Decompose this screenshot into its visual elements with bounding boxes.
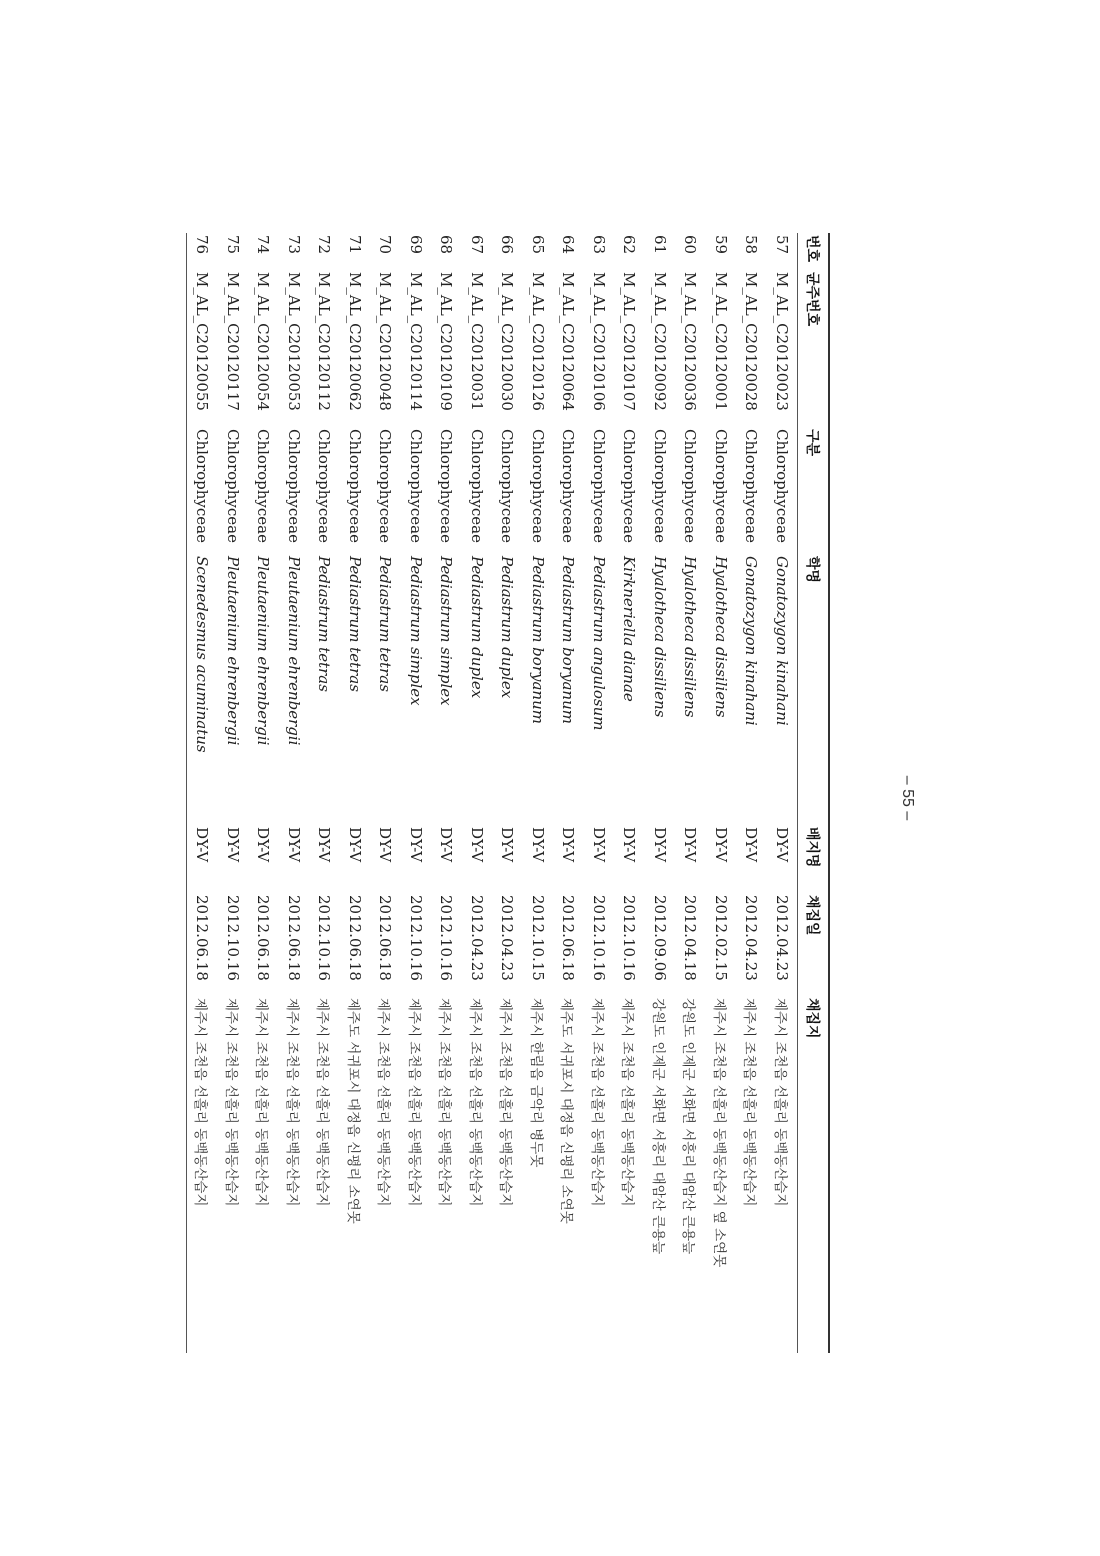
header-collection-site: 채집지 (804, 998, 820, 1039)
cell-scientific-name: Pediastrum tetras (376, 556, 395, 692)
cell-no: 74 (254, 235, 273, 255)
cell-collection-date: 2012.10.16 (437, 895, 456, 981)
cell-collection-date: 2012.04.18 (681, 895, 700, 981)
cell-medium: DY-V (315, 827, 334, 863)
cell-scientific-name: Pleutaenium ehrenbergii (223, 556, 242, 746)
cell-medium: DY-V (650, 827, 669, 863)
cell-class: Chlorophyceae (223, 429, 242, 544)
table-row (492, 233, 523, 1353)
table-row (736, 233, 767, 1353)
cell-no: 65 (528, 235, 547, 255)
cell-collection-date: 2012.04.23 (467, 895, 486, 981)
cell-collection-site: 제주시 조천읍 선흘리 동백동산습지 (405, 998, 422, 1207)
cell-no: 62 (620, 235, 639, 255)
cell-strain-id: M_AL_C20120092 (650, 272, 669, 411)
cell-collection-site: 제주도 서귀포시 대정읍 신평리 소연못 (558, 998, 575, 1224)
cell-class: Chlorophyceae (772, 429, 791, 544)
table-row (523, 233, 554, 1353)
cell-class: Chlorophyceae (742, 429, 761, 544)
cell-medium: DY-V (559, 827, 578, 863)
cell-collection-site: 제주도 서귀포시 대정읍 신평리 소연못 (344, 998, 361, 1224)
page-number: – 55 – (899, 775, 916, 821)
cell-scientific-name: Pediastrum angulosum (589, 556, 608, 731)
cell-strain-id: M_AL_C20120106 (589, 272, 608, 411)
table-row (401, 233, 432, 1353)
cell-no: 69 (406, 235, 425, 255)
cell-medium: DY-V (620, 827, 639, 863)
cell-medium: DY-V (254, 827, 273, 863)
cell-medium: DY-V (376, 827, 395, 863)
cell-scientific-name: Pediastrum boryanum (559, 556, 578, 724)
cell-class: Chlorophyceae (711, 429, 730, 544)
cell-no: 75 (223, 235, 242, 255)
cell-scientific-name: Gonatozygon kinahani (772, 556, 791, 726)
cell-class: Chlorophyceae (467, 429, 486, 544)
cell-collection-site: 제주시 조천읍 선흘리 동백동산습지 (314, 998, 331, 1207)
cell-strain-id: M_AL_C20120053 (284, 272, 303, 411)
cell-no: 57 (772, 235, 791, 255)
cell-collection-date: 2012.10.16 (406, 895, 425, 981)
strain-table (186, 233, 830, 1353)
cell-collection-site: 제주시 조천읍 선흘리 동백동산습지 (222, 998, 239, 1207)
cell-medium: DY-V (467, 827, 486, 863)
cell-scientific-name: Kirkneriella dianae (620, 556, 639, 702)
cell-collection-date: 2012.09.06 (650, 895, 669, 981)
cell-collection-date: 2012.04.23 (742, 895, 761, 981)
cell-scientific-name: Pleutaenium ehrenbergii (254, 556, 273, 746)
cell-medium: DY-V (223, 827, 242, 863)
cell-class: Chlorophyceae (284, 429, 303, 544)
cell-collection-site: 제주시 조천읍 선흘리 동백동산습지 (253, 998, 270, 1207)
cell-class: Chlorophyceae (315, 429, 334, 544)
cell-medium: DY-V (284, 827, 303, 863)
cell-medium: DY-V (772, 827, 791, 863)
cell-strain-id: M_AL_C20120030 (498, 272, 517, 411)
cell-scientific-name: Pleutaenium ehrenbergii (284, 556, 303, 746)
cell-class: Chlorophyceae (589, 429, 608, 544)
cell-class: Chlorophyceae (650, 429, 669, 544)
cell-collection-site: 강원도 인제군 서화면 서흥리 대암산 큰용늪 (649, 998, 666, 1255)
cell-medium: DY-V (406, 827, 425, 863)
table-row (370, 233, 401, 1353)
cell-medium: DY-V (437, 827, 456, 863)
table-row (462, 233, 493, 1353)
cell-medium: DY-V (345, 827, 364, 863)
table-row (340, 233, 371, 1353)
cell-scientific-name: Pediastrum duplex (498, 556, 517, 699)
cell-scientific-name: Pediastrum tetras (315, 556, 334, 692)
cell-collection-site: 제주시 조천읍 선흘리 동백동산습지 옆 소연못 (710, 998, 727, 1268)
cell-strain-id: M_AL_C20120114 (406, 272, 425, 411)
table-row (218, 233, 249, 1353)
cell-class: Chlorophyceae (559, 429, 578, 544)
cell-collection-date: 2012.06.18 (376, 895, 395, 981)
cell-no: 67 (467, 235, 486, 255)
cell-scientific-name: Pediastrum boryanum (528, 556, 547, 724)
cell-scientific-name: Pediastrum simplex (437, 556, 456, 706)
cell-collection-date: 2012.06.18 (193, 895, 212, 981)
cell-no: 72 (315, 235, 334, 255)
cell-strain-id: M_AL_C20120117 (223, 272, 242, 411)
cell-collection-date: 2012.06.18 (284, 895, 303, 981)
cell-scientific-name: Pediastrum tetras (345, 556, 364, 692)
cell-collection-date: 2012.10.16 (589, 895, 608, 981)
cell-medium: DY-V (193, 827, 212, 863)
cell-class: Chlorophyceae (376, 429, 395, 544)
cell-class: Chlorophyceae (498, 429, 517, 544)
cell-scientific-name: Gonatozygon kinahani (742, 556, 761, 726)
cell-class: Chlorophyceae (193, 429, 212, 544)
cell-medium: DY-V (528, 827, 547, 863)
cell-collection-site: 제주시 조천읍 선흘리 동백동산습지 (497, 998, 514, 1207)
cell-no: 71 (345, 235, 364, 255)
cell-collection-site: 제주시 조천읍 선흘리 동백동산습지 (741, 998, 758, 1207)
cell-strain-id: M_AL_C20120023 (772, 272, 791, 411)
cell-medium: DY-V (711, 827, 730, 863)
cell-class: Chlorophyceae (254, 429, 273, 544)
cell-medium: DY-V (681, 827, 700, 863)
cell-collection-site: 제주시 조천읍 선흘리 동백동산습지 (466, 998, 483, 1207)
cell-scientific-name: Scenedesmus acuminatus (193, 556, 212, 753)
cell-no: 68 (437, 235, 456, 255)
rotated-table-wrapper (180, 233, 830, 1353)
header-medium: 배지명 (804, 827, 820, 868)
cell-strain-id: M_AL_C20120064 (559, 272, 578, 411)
table-row (645, 233, 676, 1353)
header-strain-id: 균주번호 (804, 272, 820, 327)
cell-no: 64 (559, 235, 578, 255)
cell-strain-id: M_AL_C20120062 (345, 272, 364, 411)
cell-collection-date: 2012.02.15 (711, 895, 730, 981)
cell-strain-id: M_AL_C20120055 (193, 272, 212, 411)
table-row (309, 233, 340, 1353)
cell-class: Chlorophyceae (406, 429, 425, 544)
cell-collection-site: 제주시 조천읍 선흘리 동백동산습지 (283, 998, 300, 1207)
cell-collection-date: 2012.10.16 (315, 895, 334, 981)
cell-no: 76 (193, 235, 212, 255)
cell-scientific-name: Hyalotheca dissiliens (681, 556, 700, 718)
cell-strain-id: M_AL_C20120109 (437, 272, 456, 411)
cell-class: Chlorophyceae (528, 429, 547, 544)
header-collection-date: 채집일 (804, 895, 820, 936)
cell-no: 70 (376, 235, 395, 255)
cell-medium: DY-V (589, 827, 608, 863)
cell-collection-site: 제주시 조천읍 선흘리 동백동산습지 (375, 998, 392, 1207)
cell-no: 73 (284, 235, 303, 255)
cell-collection-site: 제주시 한림읍 금악리 병두못 (527, 998, 544, 1168)
cell-collection-site: 제주시 조천읍 선흘리 동백동산습지 (436, 998, 453, 1207)
cell-collection-date: 2012.06.18 (345, 895, 364, 981)
table-row (431, 233, 462, 1353)
cell-no: 63 (589, 235, 608, 255)
cell-strain-id: M_AL_C20120048 (376, 272, 395, 411)
cell-collection-date: 2012.10.15 (528, 895, 547, 981)
cell-collection-date: 2012.06.18 (559, 895, 578, 981)
header-class: 구분 (804, 429, 820, 457)
cell-strain-id: M_AL_C20120054 (254, 272, 273, 411)
cell-no: 59 (711, 235, 730, 255)
table-row (279, 233, 310, 1353)
cell-collection-date: 2012.04.23 (772, 895, 791, 981)
cell-medium: DY-V (498, 827, 517, 863)
cell-collection-date: 2012.04.23 (498, 895, 517, 981)
cell-scientific-name: Hyalotheca dissiliens (711, 556, 730, 718)
cell-strain-id: M_AL_C20120001 (711, 272, 730, 411)
cell-strain-id: M_AL_C20120031 (467, 272, 486, 411)
cell-scientific-name: Pediastrum simplex (406, 556, 425, 706)
cell-no: 58 (742, 235, 761, 255)
cell-strain-id: M_AL_C20120112 (315, 272, 334, 411)
table-row (706, 233, 737, 1353)
cell-scientific-name: Pediastrum duplex (467, 556, 486, 699)
cell-collection-site: 제주시 조천읍 선흘리 동백동산습지 (771, 998, 788, 1207)
cell-strain-id: M_AL_C20120126 (528, 272, 547, 411)
table-row (187, 233, 218, 1353)
table-row (614, 233, 645, 1353)
header-scientific-name: 학명 (804, 556, 820, 584)
cell-collection-site: 제주시 조천읍 선흘리 동백동산습지 (588, 998, 605, 1207)
cell-collection-date: 2012.06.18 (254, 895, 273, 981)
header-no: 번호 (804, 235, 820, 263)
cell-strain-id: M_AL_C20120028 (742, 272, 761, 411)
cell-strain-id: M_AL_C20120107 (620, 272, 639, 411)
cell-collection-date: 2012.10.16 (223, 895, 242, 981)
table-header (797, 233, 828, 1353)
table-row (675, 233, 706, 1353)
cell-class: Chlorophyceae (681, 429, 700, 544)
cell-scientific-name: Hyalotheca dissiliens (650, 556, 669, 718)
table-row (248, 233, 279, 1353)
cell-strain-id: M_AL_C20120036 (681, 272, 700, 411)
cell-class: Chlorophyceae (620, 429, 639, 544)
cell-no: 60 (681, 235, 700, 255)
cell-collection-site: 제주시 조천읍 선흘리 동백동산습지 (192, 998, 209, 1207)
table-row (553, 233, 584, 1353)
cell-collection-date: 2012.10.16 (620, 895, 639, 981)
table-body (187, 233, 797, 1353)
cell-collection-site: 강원도 인제군 서화면 서흥리 대암산 큰용늪 (680, 998, 697, 1255)
table-row (767, 233, 798, 1353)
table-row (584, 233, 615, 1353)
cell-class: Chlorophyceae (437, 429, 456, 544)
cell-no: 61 (650, 235, 669, 255)
cell-no: 66 (498, 235, 517, 255)
cell-class: Chlorophyceae (345, 429, 364, 544)
cell-medium: DY-V (742, 827, 761, 863)
cell-collection-site: 제주시 조천읍 선흘리 동백동산습지 (619, 998, 636, 1207)
